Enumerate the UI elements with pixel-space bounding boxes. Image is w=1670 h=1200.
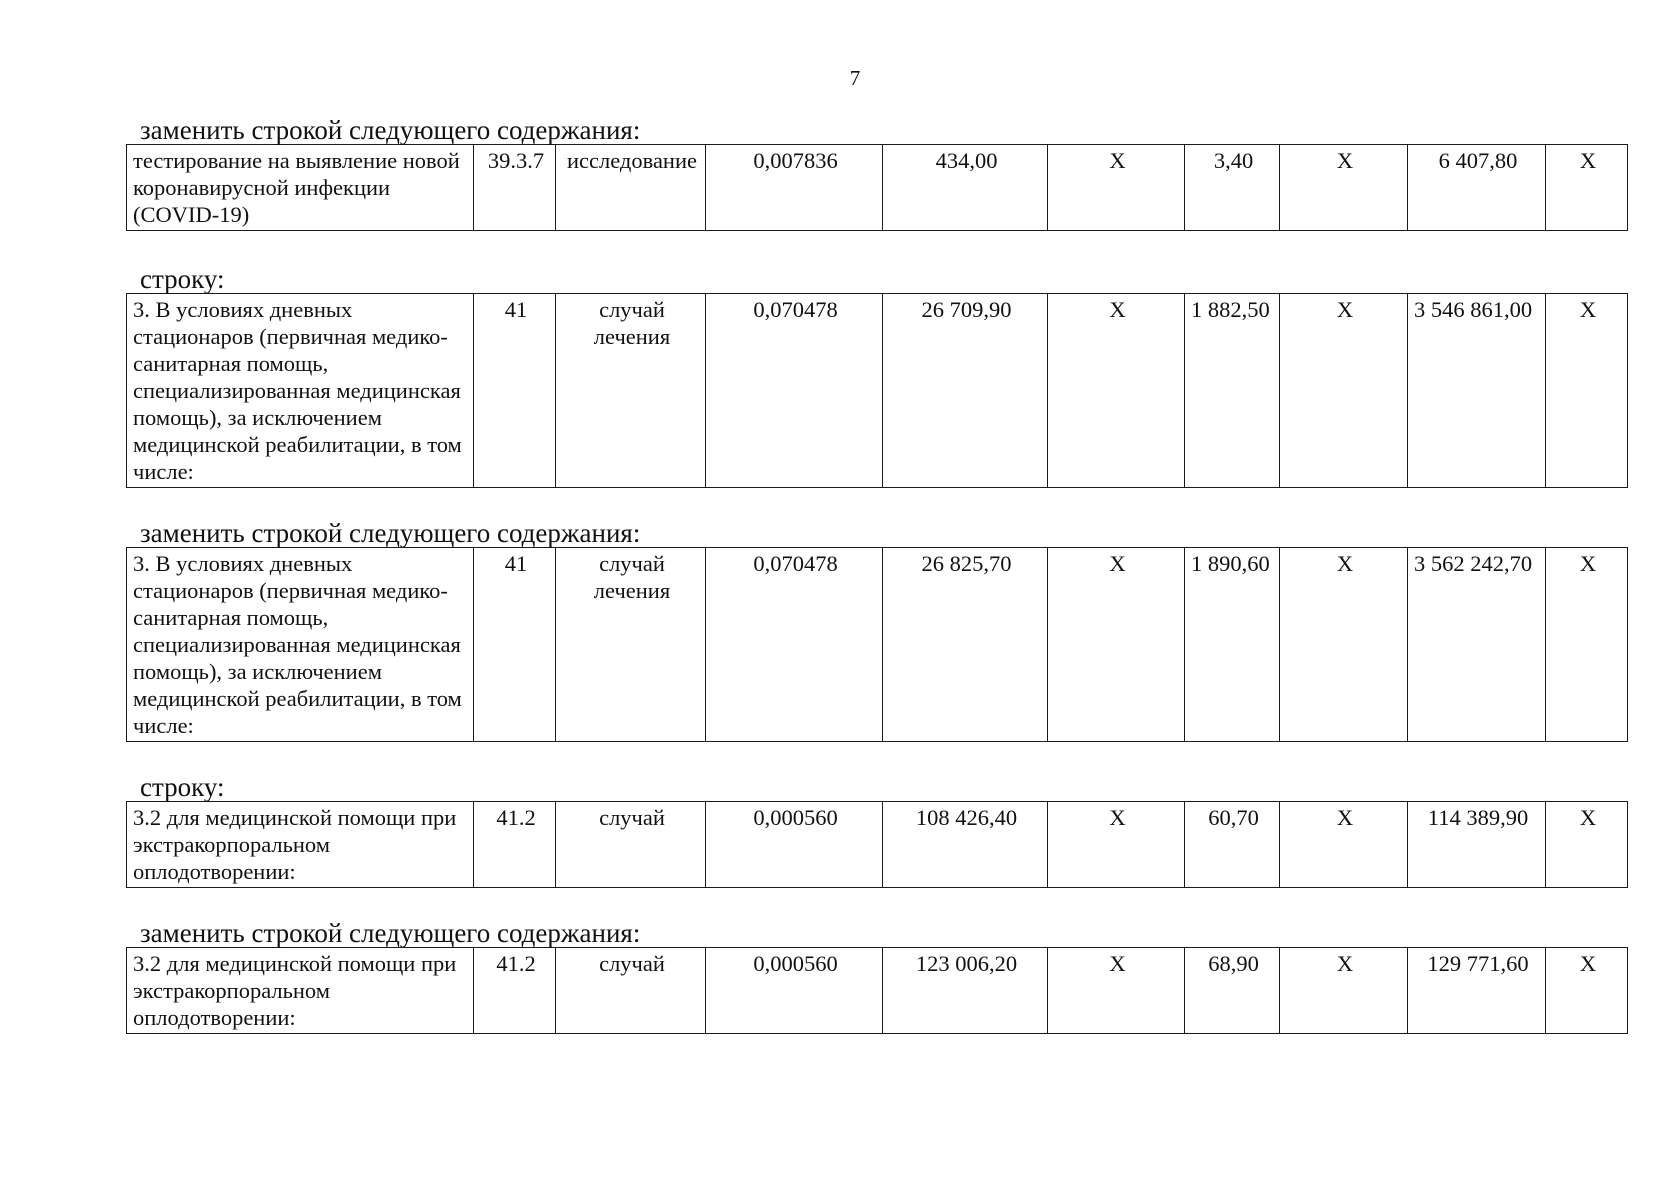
total-cell: 129 771,60 xyxy=(1408,948,1546,1034)
x-cell: X xyxy=(1048,548,1185,742)
cost-cell: 434,00 xyxy=(883,145,1048,231)
amendment-table xyxy=(126,801,1628,888)
x-cell: X xyxy=(1280,548,1408,742)
code-cell: 39.3.7 xyxy=(474,145,556,231)
x-cell: X xyxy=(1546,548,1628,742)
amendment-block-4 xyxy=(126,773,1626,888)
service-name-cell: 3.2 для медицинской помощи при экстракорпоральном оплодотворении: xyxy=(127,802,474,888)
amendment-intro: строку: xyxy=(140,264,225,294)
x-cell: X xyxy=(1280,294,1408,488)
x-cell: X xyxy=(1280,145,1408,231)
total-cell: 114 389,90 xyxy=(1408,802,1546,888)
x-cell: X xyxy=(1546,802,1628,888)
total-cell: 6 407,80 xyxy=(1408,145,1546,231)
unit-cell: случай лечения xyxy=(556,294,706,488)
x-cell: X xyxy=(1280,802,1408,888)
service-name-cell: 3.2 для медицинской помощи при экстракорпоральном оплодотворении: xyxy=(127,948,474,1034)
amendment-intro: строку: xyxy=(140,772,225,802)
volume-cell: 0,070478 xyxy=(706,548,883,742)
x-cell: X xyxy=(1048,145,1185,231)
volume-cell: 0,000560 xyxy=(706,802,883,888)
code-cell: 41 xyxy=(474,548,556,742)
volume-cell: 0,070478 xyxy=(706,294,883,488)
norm-cell: 1 882,50 xyxy=(1185,294,1280,488)
x-cell: X xyxy=(1048,948,1185,1034)
amendment-block-2 xyxy=(126,265,1626,488)
amendment-intro: заменить строкой следующего содержания: xyxy=(140,115,641,145)
x-cell: X xyxy=(1280,948,1408,1034)
page-number: 7 xyxy=(849,66,861,90)
amendment-table xyxy=(126,144,1628,231)
service-name-cell: тестирование на выявление новой коронавирусной инфекции (COVID-19) xyxy=(127,145,474,231)
service-name-cell: 3. В условиях дневных стационаров (первичная медико-санитарная помощь, специализированная медицинская помощь), за исключением медицинской реабилитации, в том числе: xyxy=(127,294,474,488)
unit-cell: исследование xyxy=(556,145,706,231)
amendment-block-3 xyxy=(126,519,1626,742)
norm-cell: 60,70 xyxy=(1185,802,1280,888)
code-cell: 41 xyxy=(474,294,556,488)
total-cell: 3 562 242,70 xyxy=(1408,548,1546,742)
cost-cell: 26 709,90 xyxy=(883,294,1048,488)
amendment-block-1 xyxy=(126,116,1626,231)
norm-cell: 68,90 xyxy=(1185,948,1280,1034)
x-cell: X xyxy=(1048,802,1185,888)
cost-cell: 123 006,20 xyxy=(883,948,1048,1034)
cost-cell: 108 426,40 xyxy=(883,802,1048,888)
norm-cell: 3,40 xyxy=(1185,145,1280,231)
norm-cell: 1 890,60 xyxy=(1185,548,1280,742)
x-cell: X xyxy=(1048,294,1185,488)
unit-cell: случай xyxy=(556,948,706,1034)
table-row xyxy=(127,145,1628,231)
code-cell: 41.2 xyxy=(474,948,556,1034)
x-cell: X xyxy=(1546,145,1628,231)
amendment-intro: заменить строкой следующего содержания: xyxy=(140,518,641,548)
x-cell: X xyxy=(1546,948,1628,1034)
amendment-table xyxy=(126,293,1628,488)
unit-cell: случай xyxy=(556,802,706,888)
volume-cell: 0,007836 xyxy=(706,145,883,231)
amendment-intro: заменить строкой следующего содержания: xyxy=(140,918,641,948)
table-row xyxy=(127,294,1628,488)
table-row xyxy=(127,548,1628,742)
amendment-table xyxy=(126,547,1628,742)
volume-cell: 0,000560 xyxy=(706,948,883,1034)
unit-cell: случай лечения xyxy=(556,548,706,742)
table-row xyxy=(127,948,1628,1034)
table-row xyxy=(127,802,1628,888)
total-cell: 3 546 861,00 xyxy=(1408,294,1546,488)
cost-cell: 26 825,70 xyxy=(883,548,1048,742)
code-cell: 41.2 xyxy=(474,802,556,888)
x-cell: X xyxy=(1546,294,1628,488)
amendment-block-5 xyxy=(126,919,1626,1034)
service-name-cell: 3. В условиях дневных стационаров (первичная медико-санитарная помощь, специализированная медицинская помощь), за исключением медицинской реабилитации, в том числе: xyxy=(127,548,474,742)
amendment-table xyxy=(126,947,1628,1034)
